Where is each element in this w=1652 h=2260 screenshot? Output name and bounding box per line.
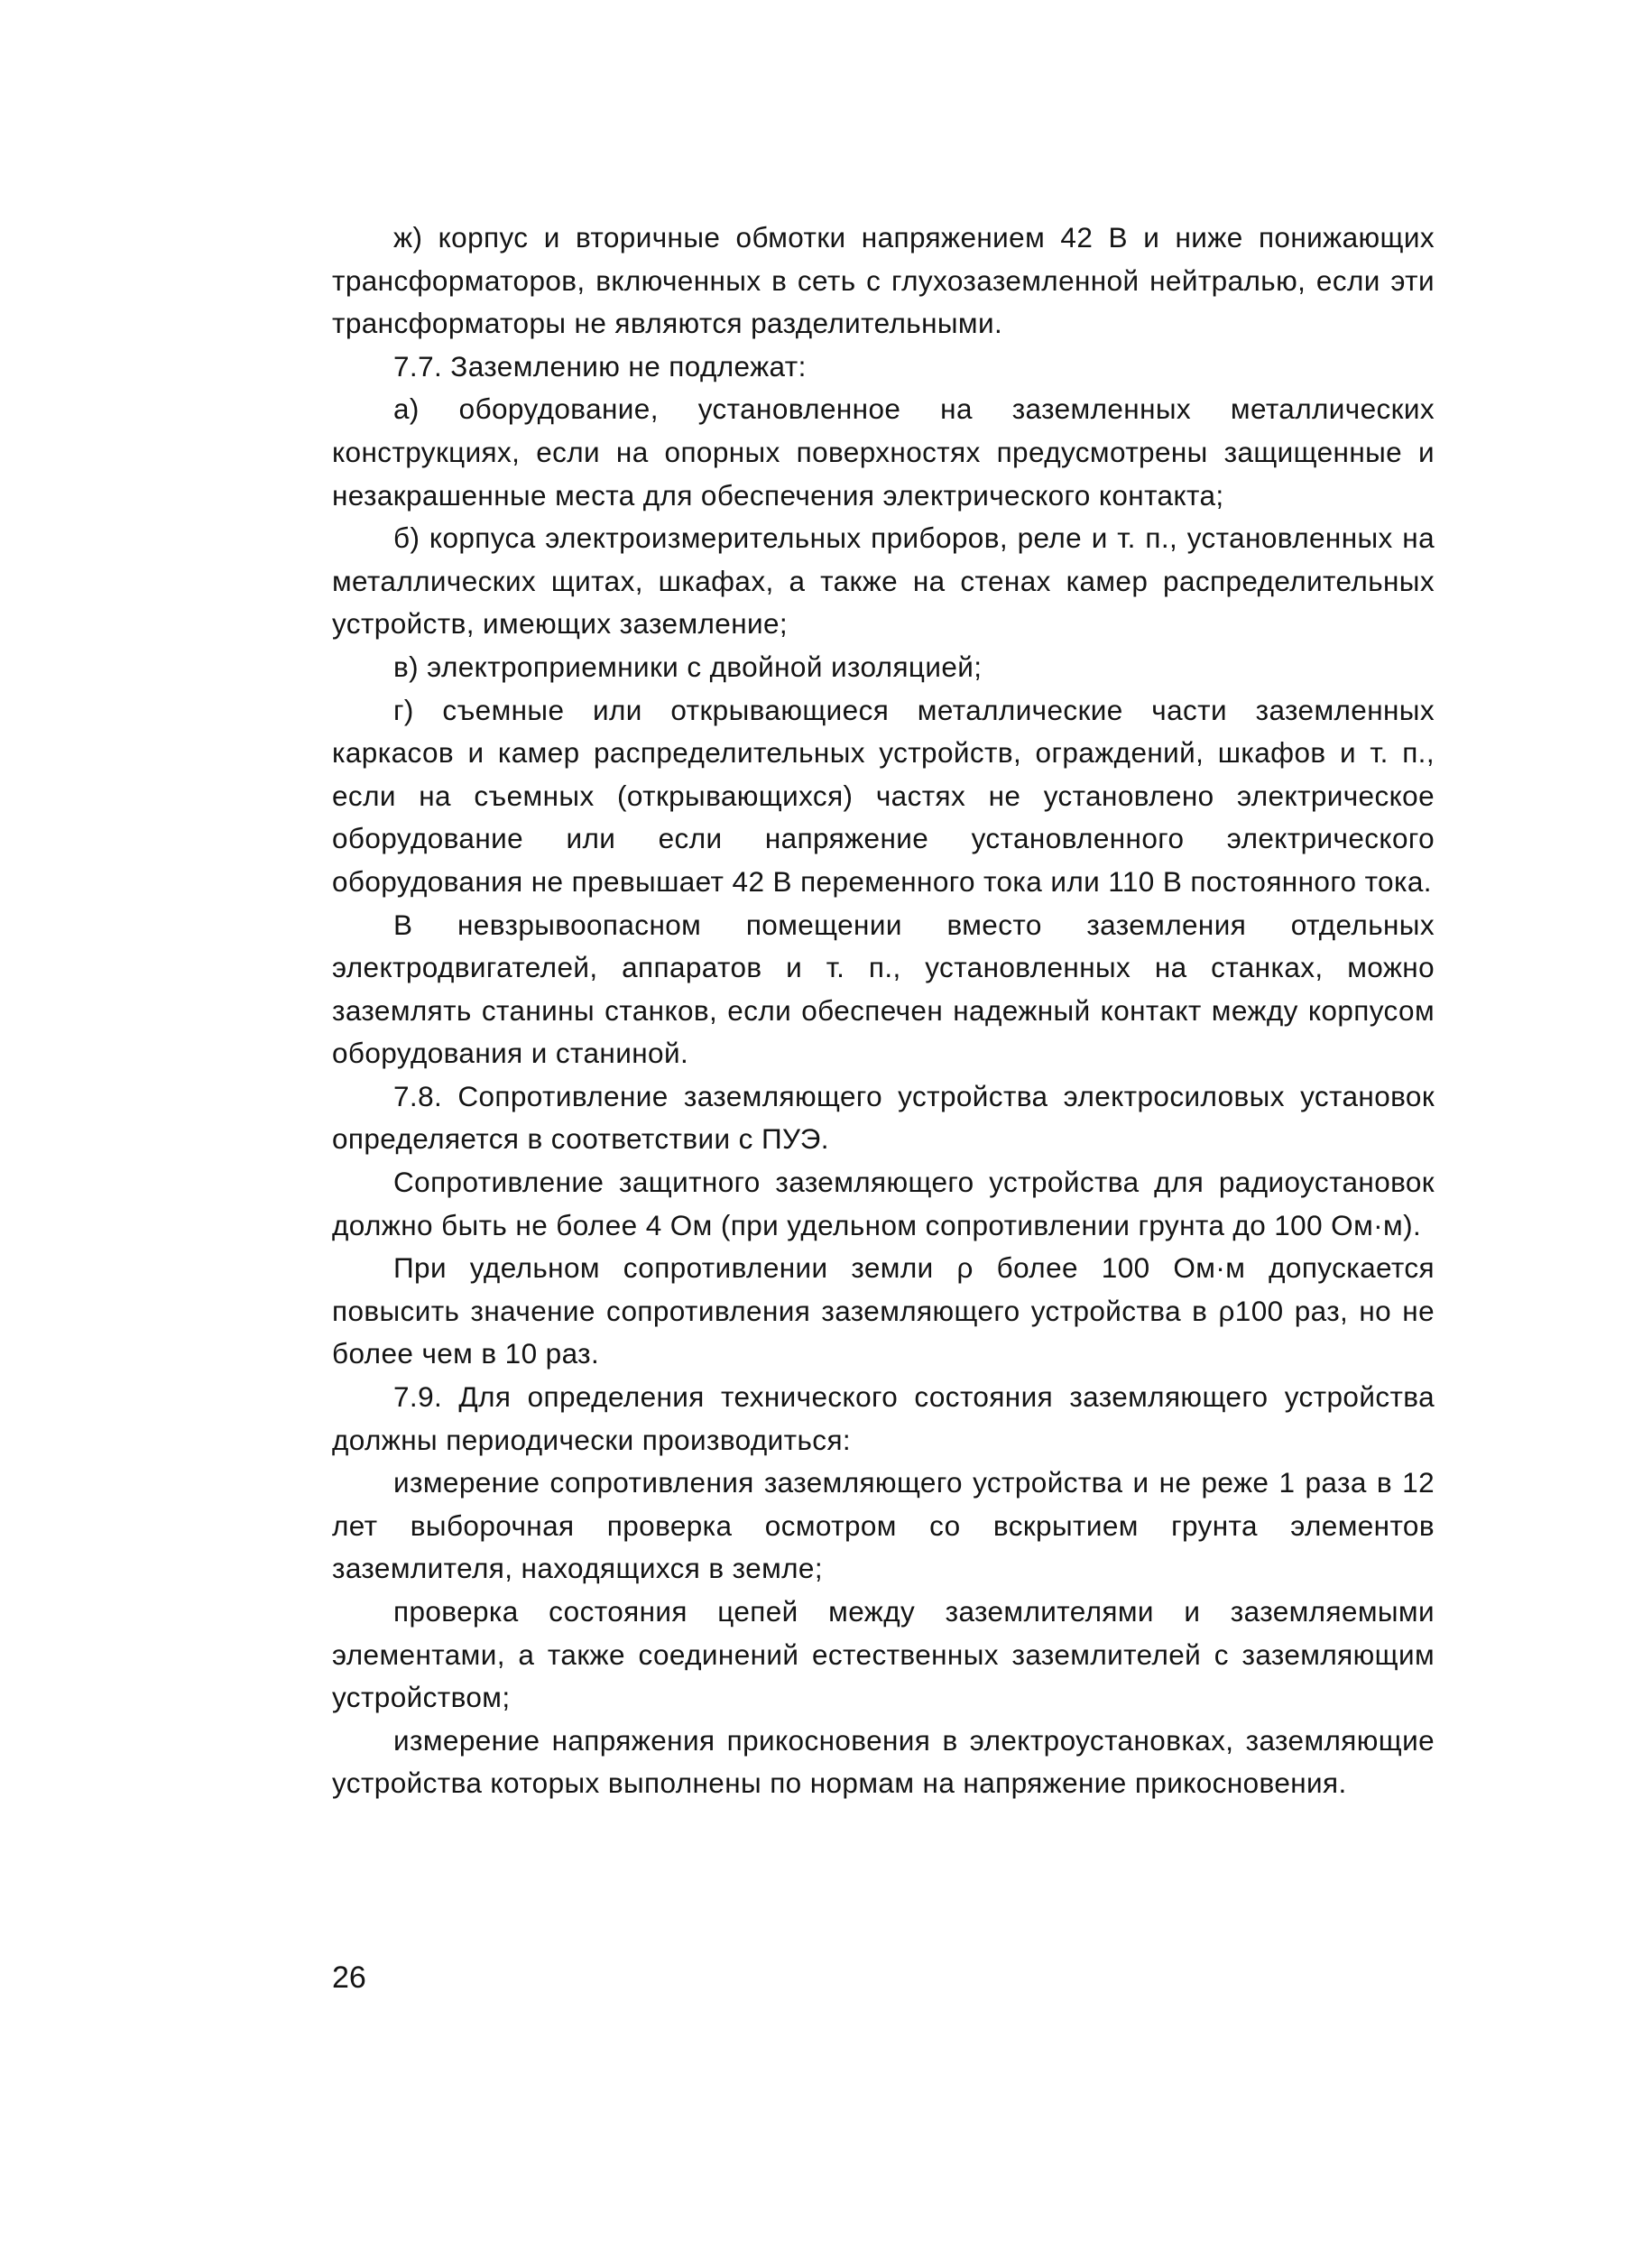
paragraph-b: б) корпуса электроизмерительных приборов, реле и т. п., установленных на металлических щитах, шкафах, а также на стенах камер распределительных устройств, имеющих заземление; [332,521,1435,641]
paragraph-resistance-measurement: измерение сопротивления заземляющего устройства и не реже 1 раза в 12 лет выборочная проверка осмотром со вскрытием грунта элементов заземлителя, находящихся в земле; [332,1466,1435,1585]
paragraph-radio-resistance: Сопротивление защитного заземляющего устройства для радиоустановок должно быть не более 4 Ом (при удельном сопротивлении грунта до 100 Ом·м). [332,1166,1435,1241]
paragraph-v: в) электроприемники с двойной изоляцией; [393,650,983,683]
paragraph-soil-resistivity: При удельном сопротивлении земли ρ более 100 Ом·м допускается повысить значение сопротивления заземляющего устройства в ρ100 раз, но не более чем в 10 раз. [332,1251,1435,1370]
section-heading-7-7: 7.7. Заземлению не подлежат: [393,349,807,383]
paragraph-g: г) съемные или открывающиеся металлические части заземленных каркасов и камер распределительных устройств, ограждений, шкафов и т. п., если на съемных (открывающихся) частях не установлено электрическое оборудование или если напряжение установленного электрического оборудования не превышает 42 В переменного тока или 110 В постоянного тока. [332,693,1435,898]
paragraph-a: а) оборудование, установленное на заземленных металлических конструкциях, если на опорных поверхностях предусмотрены защищенные и незакрашенные места для обеспечения электрического контакта; [332,392,1435,512]
paragraph-circuit-check: проверка состояния цепей между заземлителями и заземляемыми элементами, а также соединений естественных заземлителей с заземляющим устройством; [332,1595,1435,1714]
body-text [332,217,1435,1805]
section-7-8: 7.8. Сопротивление заземляющего устройства электросиловых установок определяется в соответствии с ПУЭ. [332,1079,1435,1156]
paragraph-zh: ж) корпус и вторичные обмотки напряжением 42 В и ниже понижающих трансформаторов, включенных в сеть с глухозаземленной нейтралью, если эти трансформаторы не являются разделительными. [332,221,1435,340]
section-7-9: 7.9. Для определения технического состояния заземляющего устройства должны периодически производиться: [332,1380,1435,1456]
page-number: 26 [332,1960,366,1995]
paragraph-explosion-safe-room: В невзрывоопасном помещении вместо заземления отдельных электродвигателей, аппаратов и т. п., установленных на станках, можно заземлять станины станков, если обеспечен надежный контакт между корпусом оборудования и станиной. [332,908,1435,1070]
paragraph-touch-voltage: измерение напряжения прикосновения в электроустановках, заземляющие устройства которых выполнены по нормам на напряжение прикосновения. [332,1723,1435,1800]
